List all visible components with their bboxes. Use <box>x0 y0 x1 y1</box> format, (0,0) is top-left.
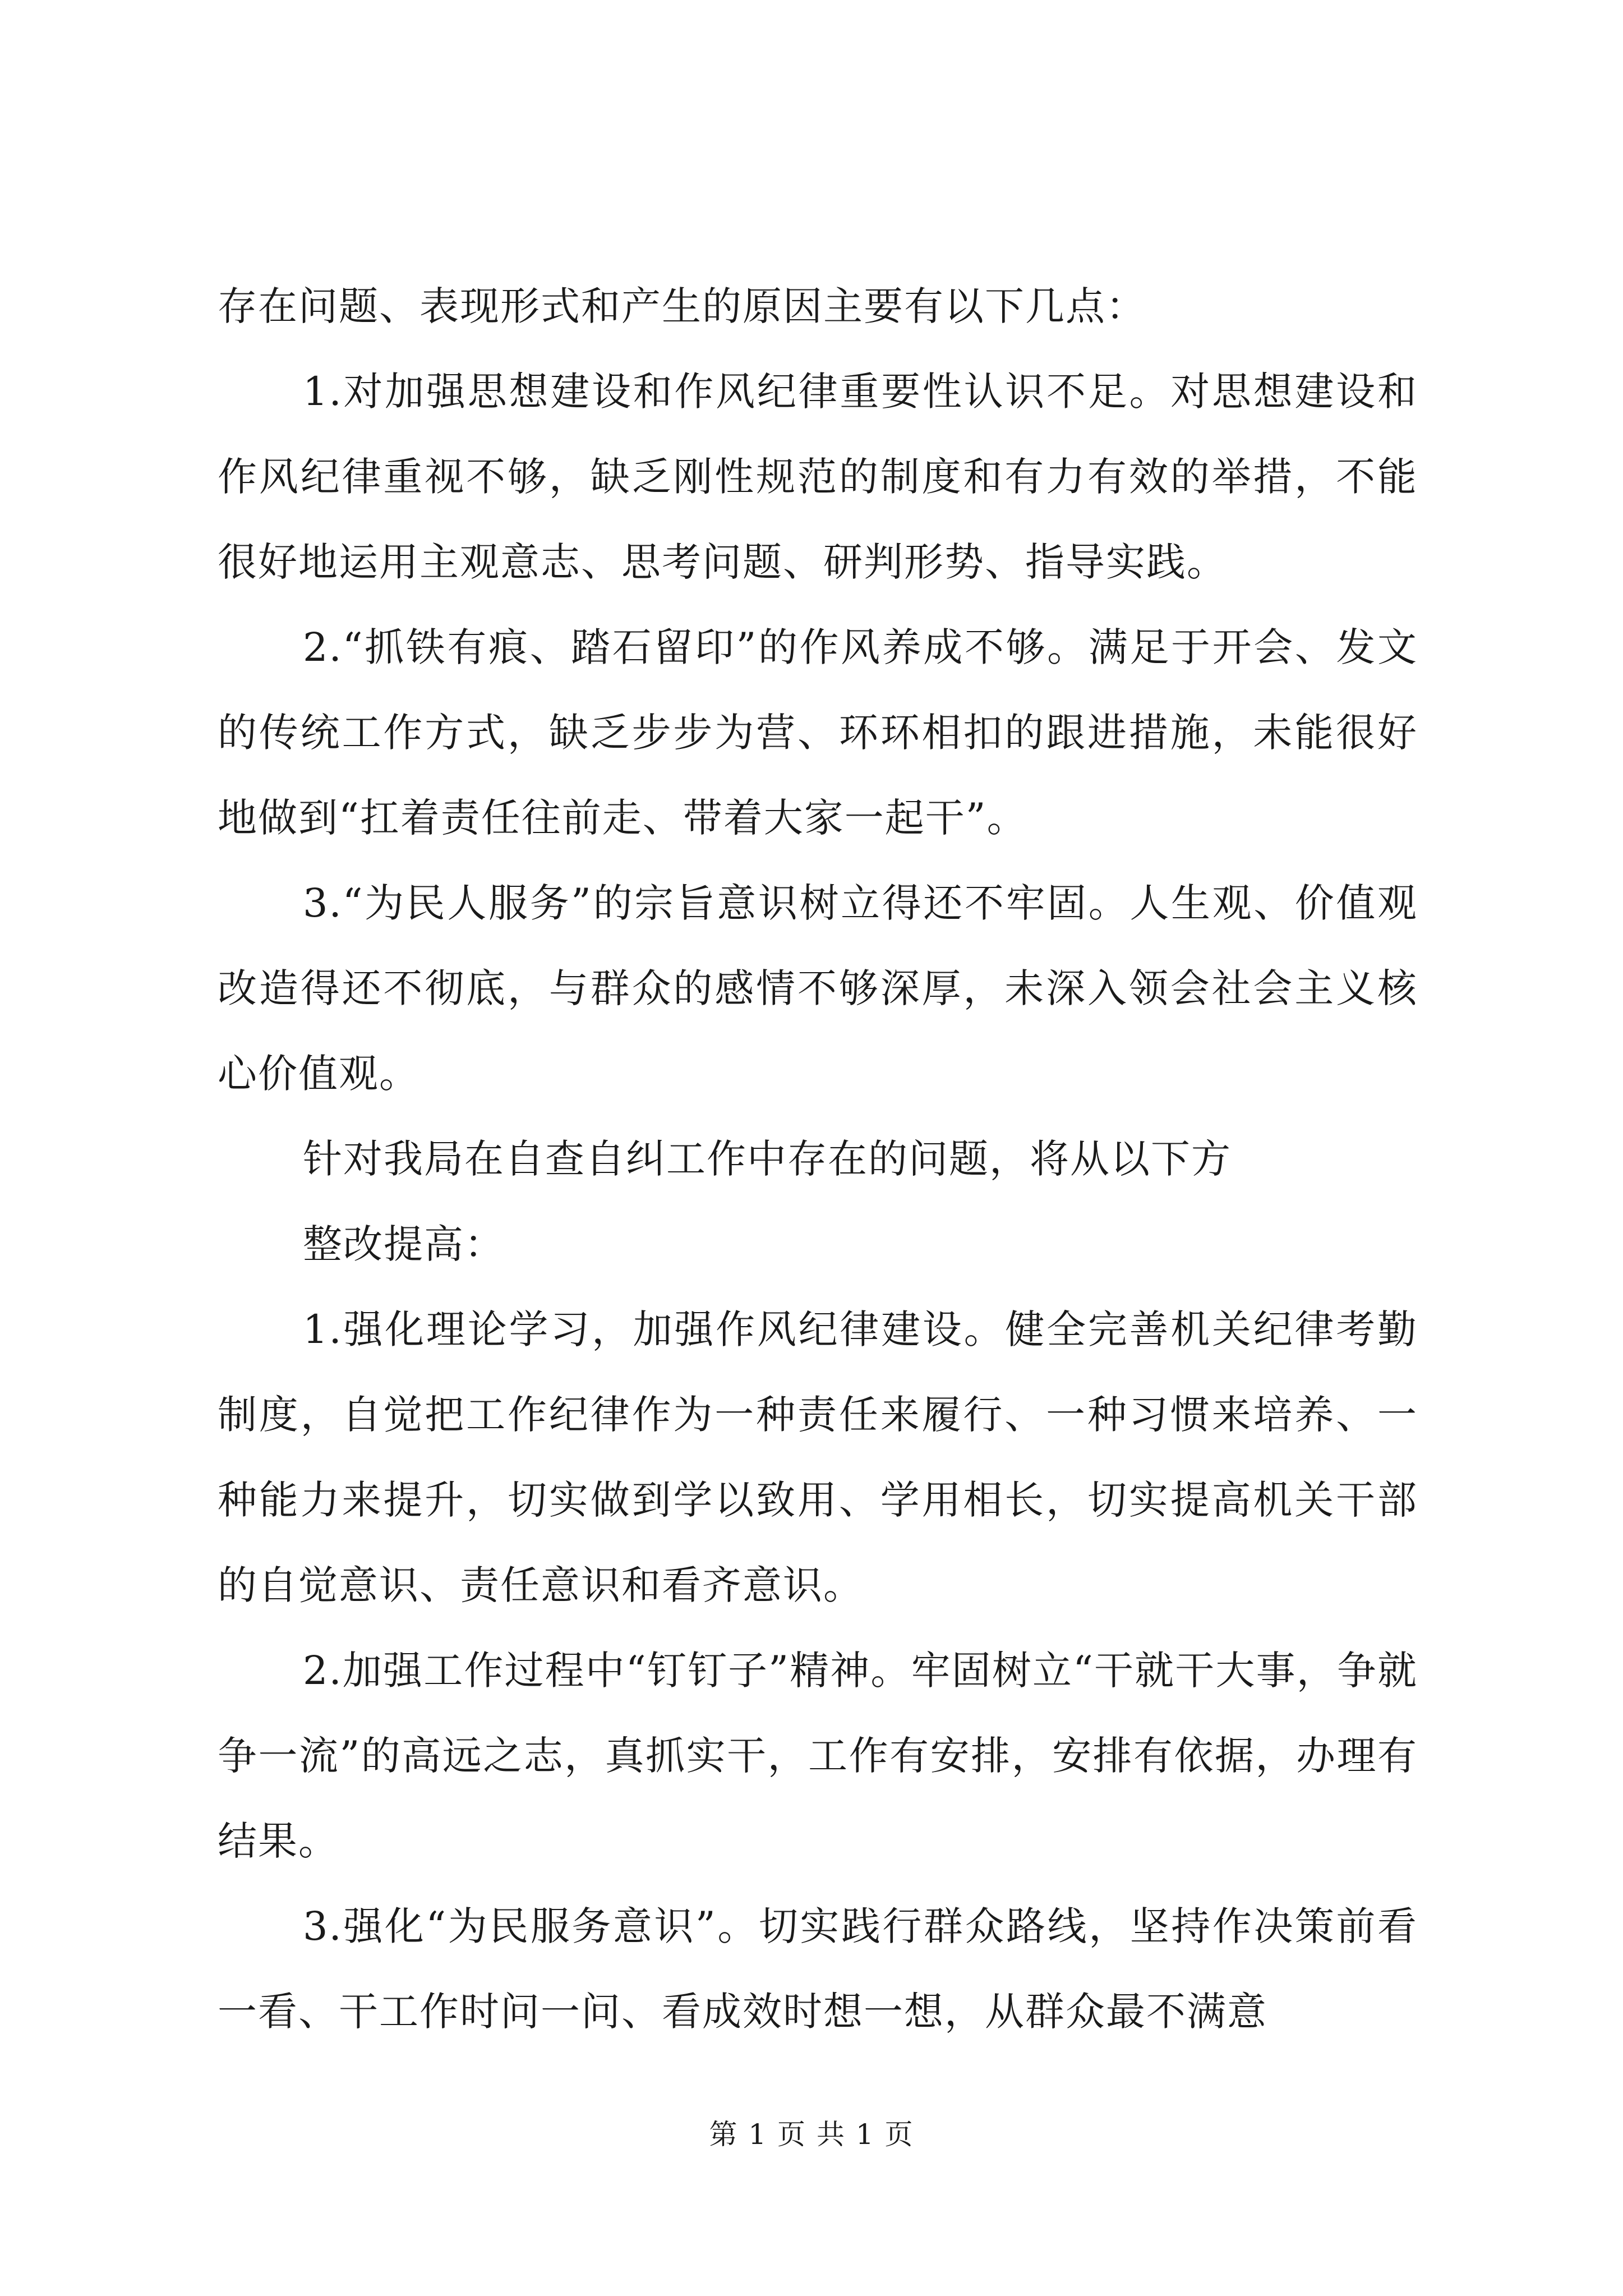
document-body <box>218 264 1418 2054</box>
paragraph-measure-3: 3.强化“为民服务意识”。切实践行群众路线，坚持作决策前看一看、干工作时问一问、看成效时想一想，从群众最不满意 <box>218 1903 1418 2035</box>
paragraph-issue-2: 2.“抓铁有痕、踏石留印”的作风养成不够。满足于开会、发文的传统工作方式，缺乏步步为营、环环相扣的跟进措施，未能很好地做到“扛着责任往前走、带着大家一起干”。 <box>218 624 1418 841</box>
paragraph-issue-1: 1.对加强思想建设和作风纪律重要性认识不足。对思想建设和作风纪律重视不够，缺乏刚性规范的制度和有力有效的举措，不能很好地运用主观意志、思考问题、研判形势、指导实践。 <box>218 369 1418 585</box>
paragraph-intro: 存在问题、表现形式和产生的原因主要有以下几点： <box>218 283 1146 329</box>
paragraph-rectification-lead: 针对我局在自查自纠工作中存在的问题，将从以下方 <box>303 1136 1232 1182</box>
paragraph-rectification-heading: 整改提高： <box>303 1221 505 1267</box>
paragraph-measure-1: 1.强化理论学习，加强作风纪律建设。健全完善机关纪律考勤制度，自觉把工作纪律作为一种责任来履行、一种习惯来培养、一种能力来提升，切实做到学以致用、学用相长，切实提高机关干部的自觉意识、责任意识和看齐意识。 <box>218 1306 1418 1608</box>
page-footer: 第 1 页 共 1 页 <box>709 2118 914 2151</box>
paragraph-measure-2: 2.加强工作过程中“钉钉子”精神。牢固树立“干就干大事，争就争一流”的高远之志，真抓实干，工作有安排，安排有依据，办理有结果。 <box>218 1648 1418 1864</box>
paragraph-issue-3: 3.“为民人服务”的宗旨意识树立得还不牢固。人生观、价值观改造得还不彻底，与群众的感情不够深厚，未深入领会社会主义核心价值观。 <box>218 880 1418 1097</box>
